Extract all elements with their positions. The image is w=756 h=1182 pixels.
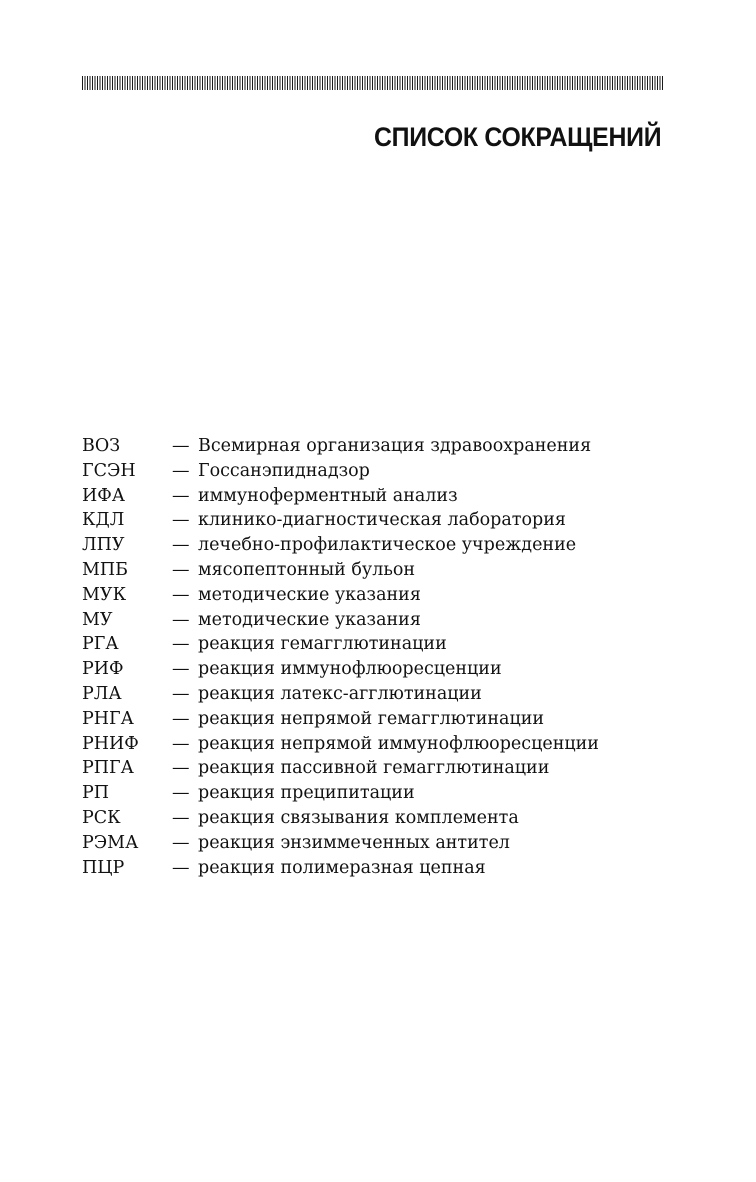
abbreviation-item <box>82 806 682 831</box>
abbreviation-dash: — <box>172 535 190 556</box>
abbreviation-definition: методические указания <box>198 609 421 630</box>
abbreviation-term: КДЛ <box>82 510 125 531</box>
abbreviation-dash: — <box>172 783 190 804</box>
abbreviation-dash: — <box>172 708 190 729</box>
abbreviation-list <box>82 434 682 880</box>
abbreviation-item <box>82 732 682 757</box>
abbreviation-dash: — <box>172 683 190 704</box>
abbreviation-item <box>82 558 682 583</box>
abbreviation-dash: — <box>172 659 190 680</box>
abbreviation-dash: — <box>172 857 190 878</box>
abbreviation-term: ЛПУ <box>82 535 125 556</box>
abbreviation-item <box>82 856 682 881</box>
abbreviation-item <box>82 434 682 459</box>
abbreviation-term: ВОЗ <box>82 436 121 456</box>
abbreviation-item <box>82 583 682 608</box>
abbreviation-definition: реакция латекс-агглютинации <box>198 683 482 704</box>
abbreviation-item <box>82 484 682 509</box>
abbreviation-term: МПБ <box>82 559 129 580</box>
abbreviation-definition: мясопептонный бульон <box>198 559 416 580</box>
abbreviation-dash: — <box>172 510 190 531</box>
abbreviation-dash: — <box>172 436 190 456</box>
abbreviation-definition: реакция пассивной гемагглютинации <box>198 758 550 779</box>
abbreviation-item <box>82 707 682 732</box>
abbreviation-dash: — <box>172 634 190 655</box>
abbreviation-term: РЭМА <box>82 832 139 853</box>
abbreviation-term: РЛА <box>82 683 122 704</box>
abbreviation-term: МУ <box>82 609 113 630</box>
abbreviation-term: РП <box>82 783 110 804</box>
abbreviation-dash: — <box>172 559 190 580</box>
abbreviation-definition: Всемирная организация здравоохранения <box>198 436 592 456</box>
abbreviation-term: ГСЭН <box>82 460 136 481</box>
abbreviation-term: РНГА <box>82 708 134 729</box>
abbreviation-dash: — <box>172 609 190 630</box>
abbreviation-item <box>82 608 682 633</box>
abbreviation-dash: — <box>172 485 190 506</box>
abbreviation-item <box>82 756 682 781</box>
abbreviation-item <box>82 632 682 657</box>
abbreviation-definition: реакция связывания комплемента <box>198 807 519 828</box>
page-title: СПИСОК СОКРАЩЕНИЙ <box>373 122 661 152</box>
abbreviation-item <box>82 657 682 682</box>
abbreviation-definition: клинико-диагностическая лаборатория <box>198 510 566 531</box>
abbreviation-dash: — <box>172 807 190 828</box>
abbreviation-dash: — <box>172 758 190 779</box>
abbreviation-term: РИФ <box>82 659 124 680</box>
abbreviation-definition: реакция энзиммеченных антител <box>198 832 510 853</box>
abbreviation-item <box>82 781 682 806</box>
abbreviation-definition: иммуноферментный анализ <box>198 485 458 506</box>
abbreviation-dash: — <box>172 832 190 853</box>
abbreviation-definition: реакция преципитации <box>198 783 415 804</box>
abbreviation-term: РГА <box>82 634 119 655</box>
abbreviation-definition: лечебно-профилактическое учреждение <box>198 535 577 556</box>
abbreviation-definition: реакция иммунофлюоресценции <box>198 659 502 680</box>
abbreviation-definition: реакция гемагглютинации <box>198 634 447 655</box>
abbreviation-item <box>82 682 682 707</box>
abbreviation-term: ПЦР <box>82 857 125 878</box>
abbreviation-item <box>82 508 682 533</box>
abbreviation-item <box>82 533 682 558</box>
abbreviation-term: РНИФ <box>82 733 139 754</box>
abbreviation-term: МУК <box>82 584 127 605</box>
abbreviation-definition: реакция полимеразная цепная <box>198 857 486 878</box>
abbreviation-definition: методические указания <box>198 584 421 605</box>
decorative-header-rule <box>82 76 663 90</box>
abbreviation-term: РСК <box>82 807 121 828</box>
abbreviation-definition: реакция непрямой гемагглютинации <box>198 708 545 729</box>
abbreviation-dash: — <box>172 733 190 754</box>
abbreviation-term: ИФА <box>82 485 126 506</box>
abbreviation-term: РПГА <box>82 758 134 779</box>
abbreviation-definition: реакция непрямой иммунофлюоресценции <box>198 733 599 754</box>
abbreviation-item <box>82 831 682 856</box>
abbreviation-item <box>82 459 682 484</box>
abbreviation-definition: Госсанэпиднадзор <box>198 460 370 481</box>
abbreviation-dash: — <box>172 460 190 481</box>
abbreviation-dash: — <box>172 584 190 605</box>
